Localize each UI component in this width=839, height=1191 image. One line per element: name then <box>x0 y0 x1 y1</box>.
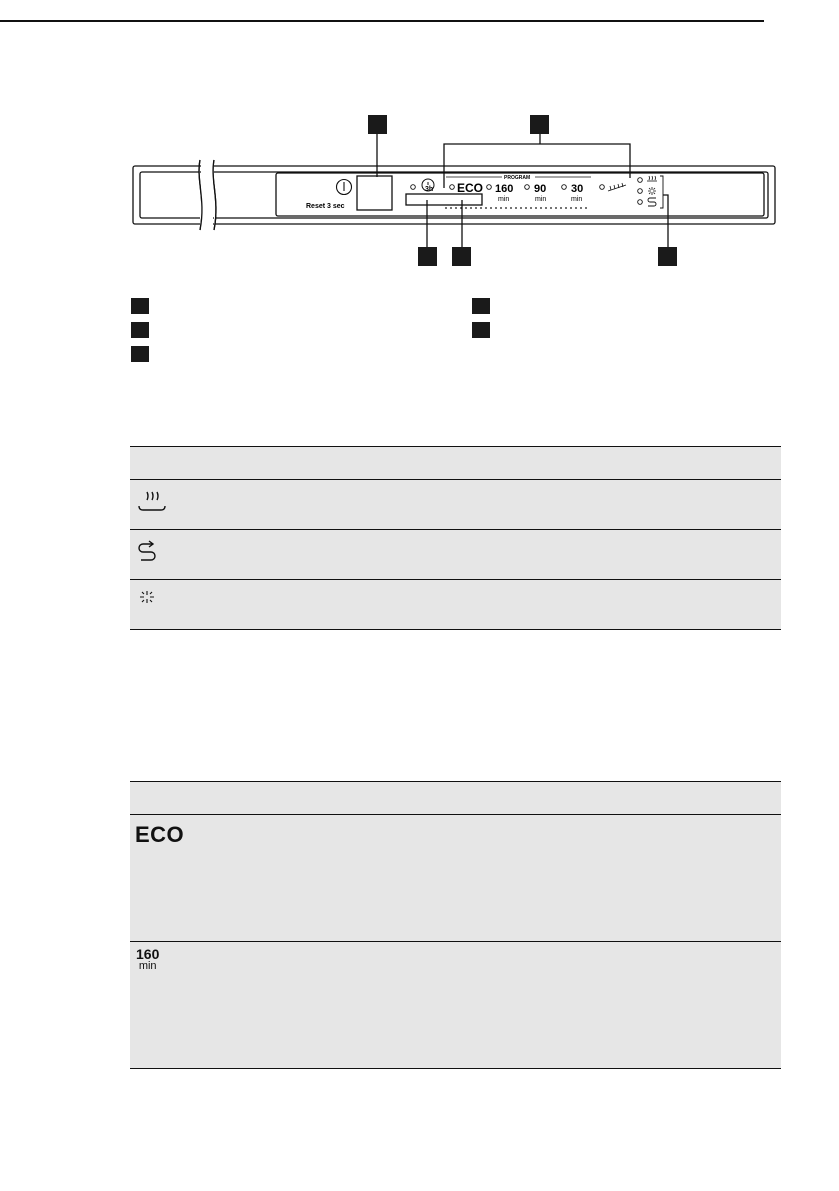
160-program-unit: min <box>498 196 510 203</box>
indicator-table-header <box>130 446 781 480</box>
eco-program-label[interactable]: ECO <box>457 181 484 195</box>
program-table-header <box>130 781 781 815</box>
eco-program-icon: ECO <box>135 822 185 847</box>
salt-sparkle-icon <box>135 588 167 618</box>
table-row <box>130 580 781 630</box>
callout-4 <box>452 247 471 266</box>
30-indicator-light <box>562 185 567 190</box>
legend-number <box>131 322 149 338</box>
table-row <box>130 480 781 530</box>
legend-number <box>131 298 149 314</box>
30-program-value[interactable]: 30 <box>571 183 584 195</box>
callout-1 <box>368 115 387 134</box>
callout-2 <box>530 115 549 134</box>
indicator-lights <box>638 178 643 205</box>
rinse-aid-icon <box>648 198 656 206</box>
160-min-program-icon <box>136 947 159 972</box>
legend-number <box>131 346 149 362</box>
rinse-hold-program-icon[interactable] <box>608 183 626 191</box>
header-col1 <box>130 440 142 471</box>
160-program-value[interactable]: 160 <box>495 183 514 195</box>
delay-start-button[interactable] <box>406 194 482 205</box>
header-col2 <box>142 775 154 806</box>
drying-heat-icon <box>135 488 167 518</box>
header-col1 <box>130 775 142 806</box>
callout-5 <box>658 247 677 266</box>
rinse-hold-indicator-light <box>600 185 605 190</box>
90-program-unit: min <box>535 196 547 203</box>
panel-legend <box>131 298 731 368</box>
drying-heat-icon <box>647 176 657 181</box>
display <box>357 176 392 210</box>
program-label: PROGRAM <box>504 175 531 181</box>
indicator-table <box>130 446 781 630</box>
delay-indicator-light <box>411 185 416 190</box>
legend-item-3 <box>131 346 157 362</box>
table-row <box>130 815 781 942</box>
on-off-button[interactable] <box>337 180 352 195</box>
program-table <box>130 781 781 1069</box>
90-program-value[interactable]: 90 <box>534 183 547 195</box>
30-program-unit: min <box>571 196 583 203</box>
salt-sparkle-icon <box>648 187 656 195</box>
160-indicator-light <box>487 185 492 190</box>
90-indicator-light <box>525 185 530 190</box>
legend-number <box>472 298 490 314</box>
control-panel-illustration <box>0 0 839 290</box>
legend-item-5 <box>472 322 498 338</box>
program-value: 160 <box>136 946 160 962</box>
legend-item-4 <box>472 298 498 314</box>
eco-indicator-light <box>450 185 455 190</box>
program-progress-dots <box>445 207 587 209</box>
legend-item-2 <box>131 322 157 338</box>
legend-item-1 <box>131 298 157 314</box>
header-col2 <box>142 440 154 471</box>
table-row <box>130 942 781 1069</box>
legend-number <box>472 322 490 338</box>
program-unit: min <box>138 960 157 972</box>
delay-label: 3h <box>425 186 434 193</box>
rinse-aid-icon <box>135 538 167 568</box>
table-row <box>130 530 781 580</box>
reset-label: Reset 3 sec <box>306 203 345 210</box>
callout-3 <box>418 247 437 266</box>
